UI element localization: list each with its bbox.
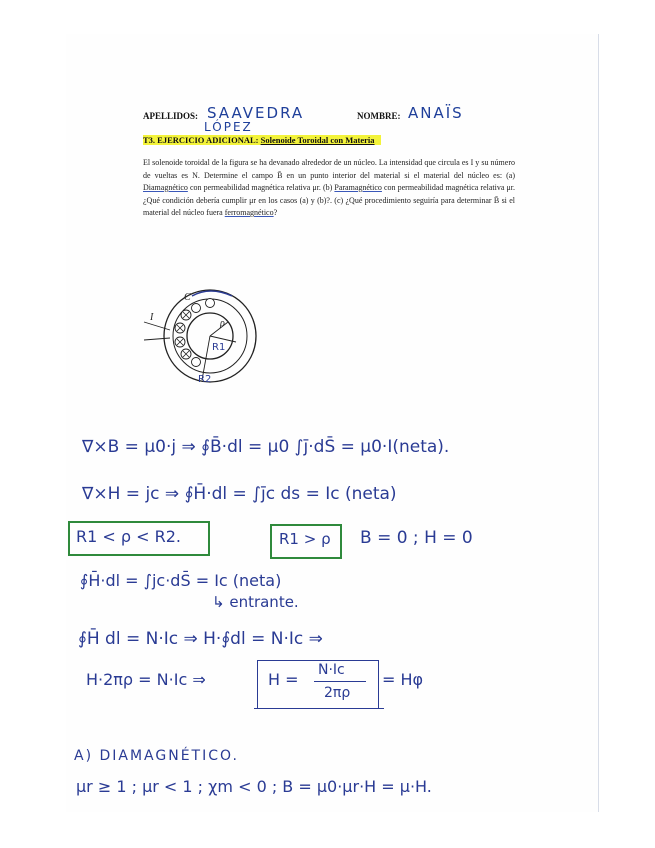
figure-label-r1: R1 (212, 342, 226, 353)
apellidos-value-1: SAAVEDRA (207, 104, 305, 122)
note-line-solve: H·2πρ = N·Ic ⇒ (86, 670, 206, 689)
result-h-label: H = (268, 670, 299, 689)
paramagnetico-text: Paramagnético (334, 183, 382, 192)
region-outside-text: R1 > ρ (279, 530, 331, 548)
figure-label-c: C (184, 292, 191, 303)
note-line-circulation: ∮H̄·dl = ∫jc·dS̄ = Ic (neta) (80, 571, 282, 590)
fraction-bar (314, 681, 366, 682)
result-numerator: N·Ic (318, 662, 345, 678)
apellidos-label: APELLIDOS: (143, 111, 199, 121)
note-entrante: ↳ entrante. (212, 593, 299, 611)
exercise-title-prefix: T3. EJERCICIO ADICIONAL: (143, 135, 259, 145)
note-zero-field: B = 0 ; H = 0 (360, 528, 473, 548)
exercise-title (143, 135, 381, 145)
result-underline (254, 708, 384, 709)
result-h-phi: = Hφ (382, 670, 424, 689)
nombre-value: ANAÏS (408, 104, 464, 122)
ferromagnetico-text: ferromagnético (224, 208, 274, 217)
figure-label-i: I (150, 312, 154, 323)
result-denominator: 2πρ (324, 685, 351, 701)
exercise-title-topic: Solenoide Toroidal con Materia (260, 135, 375, 145)
note-line-ampere-b: ∇×B = μ0·j ⇒ ∮B̄·dl = μ0 ∫j̄·dS̄ = μ0·I(neta). (82, 437, 450, 457)
note-diamagnetic-heading: A) DIAMAGNÉTICO. (74, 748, 239, 764)
note-line-integral: ∮H̄ dl = N·Ic ⇒ H·∮dl = N·Ic ⇒ (78, 629, 323, 649)
diamagnetico-text: Diamagnético (143, 183, 188, 192)
figure-label-rho: ρ (220, 318, 225, 329)
toroid-figure (140, 282, 280, 394)
note-line-ampere-h: ∇×H = jc ⇒ ∮H̄·dl = ∫j̄c ds = Ic (neta) (82, 484, 397, 504)
figure-label-r2: R2 (198, 374, 212, 385)
exercise-statement: El solenoide toroidal de la figura se ha devanado alrededor de un núcleo. La intensidad que circula es I y su número de vueltas es N. Determine el campo B̄ en un punto interior del material si el material del núcleo es: (a) Diamagnético con permeabilidad magnética relativa μr. (b) Paramagnético con permeabilidad magnética relativa μr. ¿Qué condición debería cumplir μr en los casos (a) y (b)?. (c) ¿Qué procedimiento seguiría para determinar B̄ si el material del núcleo fuera ferromagnético? (143, 158, 515, 217)
nombre-label: NOMBRE: (357, 111, 401, 121)
apellidos-value-2: LÓPEZ (204, 120, 253, 134)
note-diamagnetic-conditions: μr ≥ 1 ; μr < 1 ; χm < 0 ; B = μ0·μr·H = μ·H. (76, 777, 432, 796)
region-inside-text: R1 < ρ < R2. (76, 527, 181, 546)
